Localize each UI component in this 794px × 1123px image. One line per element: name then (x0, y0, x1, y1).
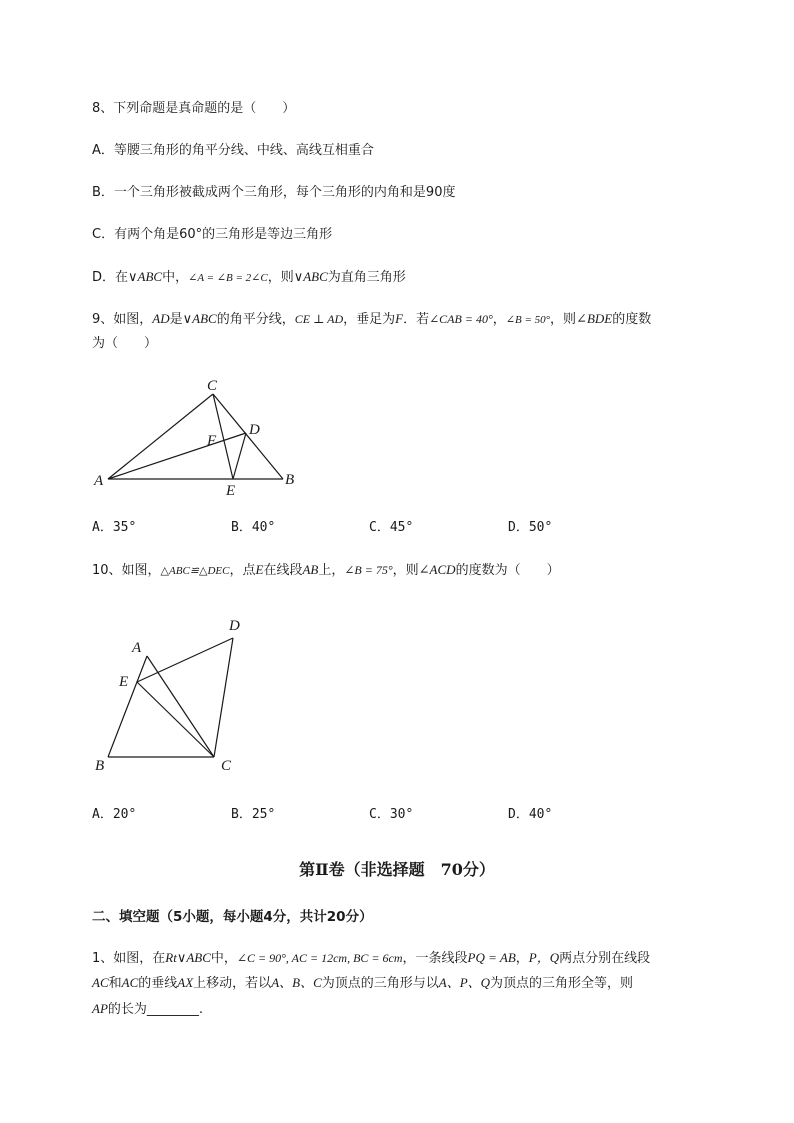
q9-stem (92, 309, 651, 330)
text: D．在 (92, 270, 129, 285)
math-conditions: ∠C = 90°, AC = 12cm, BC = 6cm (236, 951, 403, 965)
q8-option-b: B．一个三角形被截成两个三角形，每个三角形的内角和是90度 (92, 185, 456, 200)
segment-de (233, 433, 246, 479)
text: 中， (162, 270, 189, 285)
q9-option-c: C．45° (369, 520, 414, 535)
text: 的垂线 (138, 976, 178, 991)
q10-option-d: D．40° (508, 807, 553, 822)
text: ，则 (392, 563, 419, 578)
math-congruence: △ABC≌△DEC (160, 565, 230, 577)
math-segment: AP (92, 1001, 108, 1016)
label-d: D (229, 618, 240, 634)
text: ．若 (403, 312, 430, 327)
q10-stem (92, 560, 560, 581)
math-segment: AD (152, 311, 170, 326)
math-angle: ∠BDE (576, 311, 613, 326)
text: ， (492, 312, 506, 327)
text: 上， (318, 563, 345, 578)
text: ，一条线段 (402, 951, 468, 966)
math-points: A、P、Q (438, 975, 491, 990)
q8-option-d (92, 267, 406, 288)
segment-ad (108, 433, 246, 479)
label-e: E (119, 674, 129, 690)
math-equation: ∠A = ∠B = 2∠C (188, 272, 268, 284)
math-segment: AC (121, 975, 139, 990)
math-triangle: ∨ABC (293, 269, 328, 284)
math-point: E (255, 562, 264, 577)
text: 上移动，若以 (193, 976, 272, 991)
text: 为直角三角形 (327, 270, 406, 285)
q9-figure (88, 370, 308, 500)
q10-figure (88, 608, 258, 778)
math-angle: ∠B = 50° (505, 314, 551, 326)
segment-ec (137, 682, 214, 757)
text: ，则 (550, 312, 577, 327)
q10-option-c: C．30° (369, 807, 414, 822)
q9-option-b: B．40° (231, 520, 276, 535)
f1-line3 (92, 999, 203, 1020)
math-angle: ∠CAB = 40° (429, 312, 493, 326)
math-angle: ∠ACD (418, 562, 456, 577)
text: 的角平分线， (216, 312, 295, 327)
label-a: A (132, 640, 142, 656)
math-triangle: ∨ABC (182, 311, 217, 326)
text: ，垂足为 (343, 312, 396, 327)
q10-option-b: B．25° (231, 807, 276, 822)
q8-option-a: A．等腰三角形的角平分线、中线、高线互相重合 (92, 143, 374, 158)
text: 9、如图， (92, 312, 153, 327)
label-c: C (221, 758, 232, 774)
segment-ba (108, 656, 147, 757)
segment-ed (137, 638, 233, 682)
math-triangle: Rt∨ABC (165, 950, 211, 965)
math-perpendicular: CE ⊥ AD (294, 312, 344, 326)
segment-ac (108, 394, 213, 479)
q9-stem-line2: 为（ ） (92, 336, 158, 351)
text: 中， (210, 951, 237, 966)
label-a: A (94, 473, 104, 489)
text: 为顶点的三角形与以 (321, 976, 439, 991)
text: 在线段 (263, 563, 303, 578)
math-points: P，Q (528, 950, 560, 965)
text: 为顶点的三角形全等，则 (490, 976, 634, 991)
label-b: B (95, 758, 105, 774)
section-title: 第Ⅱ卷（非选择题 70分） (299, 860, 495, 879)
q8-option-c: C．有两个角是60°的三角形是等边三角形 (92, 227, 333, 242)
math-triangle: ∨ABC (128, 269, 163, 284)
text: ，则 (267, 270, 294, 285)
q9-option-a: A．35° (92, 520, 137, 535)
text: ， (515, 951, 529, 966)
label-c: C (207, 378, 218, 394)
segment-ac (147, 656, 214, 757)
text: 的长为________. (107, 1002, 204, 1017)
f1-line2 (92, 973, 633, 994)
math-equation: PQ = AB (467, 950, 516, 965)
math-angle: ∠B = 75° (344, 563, 393, 577)
text: ，点 (229, 563, 256, 578)
math-segment: AC (92, 975, 109, 990)
label-d: D (249, 422, 260, 438)
text: 10、如图， (92, 563, 161, 578)
text: 的度数 (612, 312, 652, 327)
q9-option-d: D．50° (508, 520, 553, 535)
text: 1、如图，在 (92, 951, 166, 966)
segment-dc (214, 638, 233, 757)
label-f: F (207, 433, 217, 449)
math-points: A、B、C (271, 975, 322, 990)
math-line: AX (177, 975, 194, 990)
section-subtitle: 二、填空题（5小题，每小题4分，共计20分） (92, 909, 373, 925)
f1-line1 (92, 948, 650, 969)
text: 的度数为（ ） (455, 563, 560, 578)
label-b: B (285, 472, 295, 488)
text: 两点分别在线段 (559, 951, 651, 966)
text: 和 (108, 976, 122, 991)
math-point: F (395, 311, 404, 326)
text: 是 (169, 312, 183, 327)
q10-option-a: A．20° (92, 807, 137, 822)
math-segment: AB (302, 562, 319, 577)
label-e: E (226, 483, 236, 499)
q8-stem: 8、下列命题是真命题的是（ ） (92, 101, 296, 116)
